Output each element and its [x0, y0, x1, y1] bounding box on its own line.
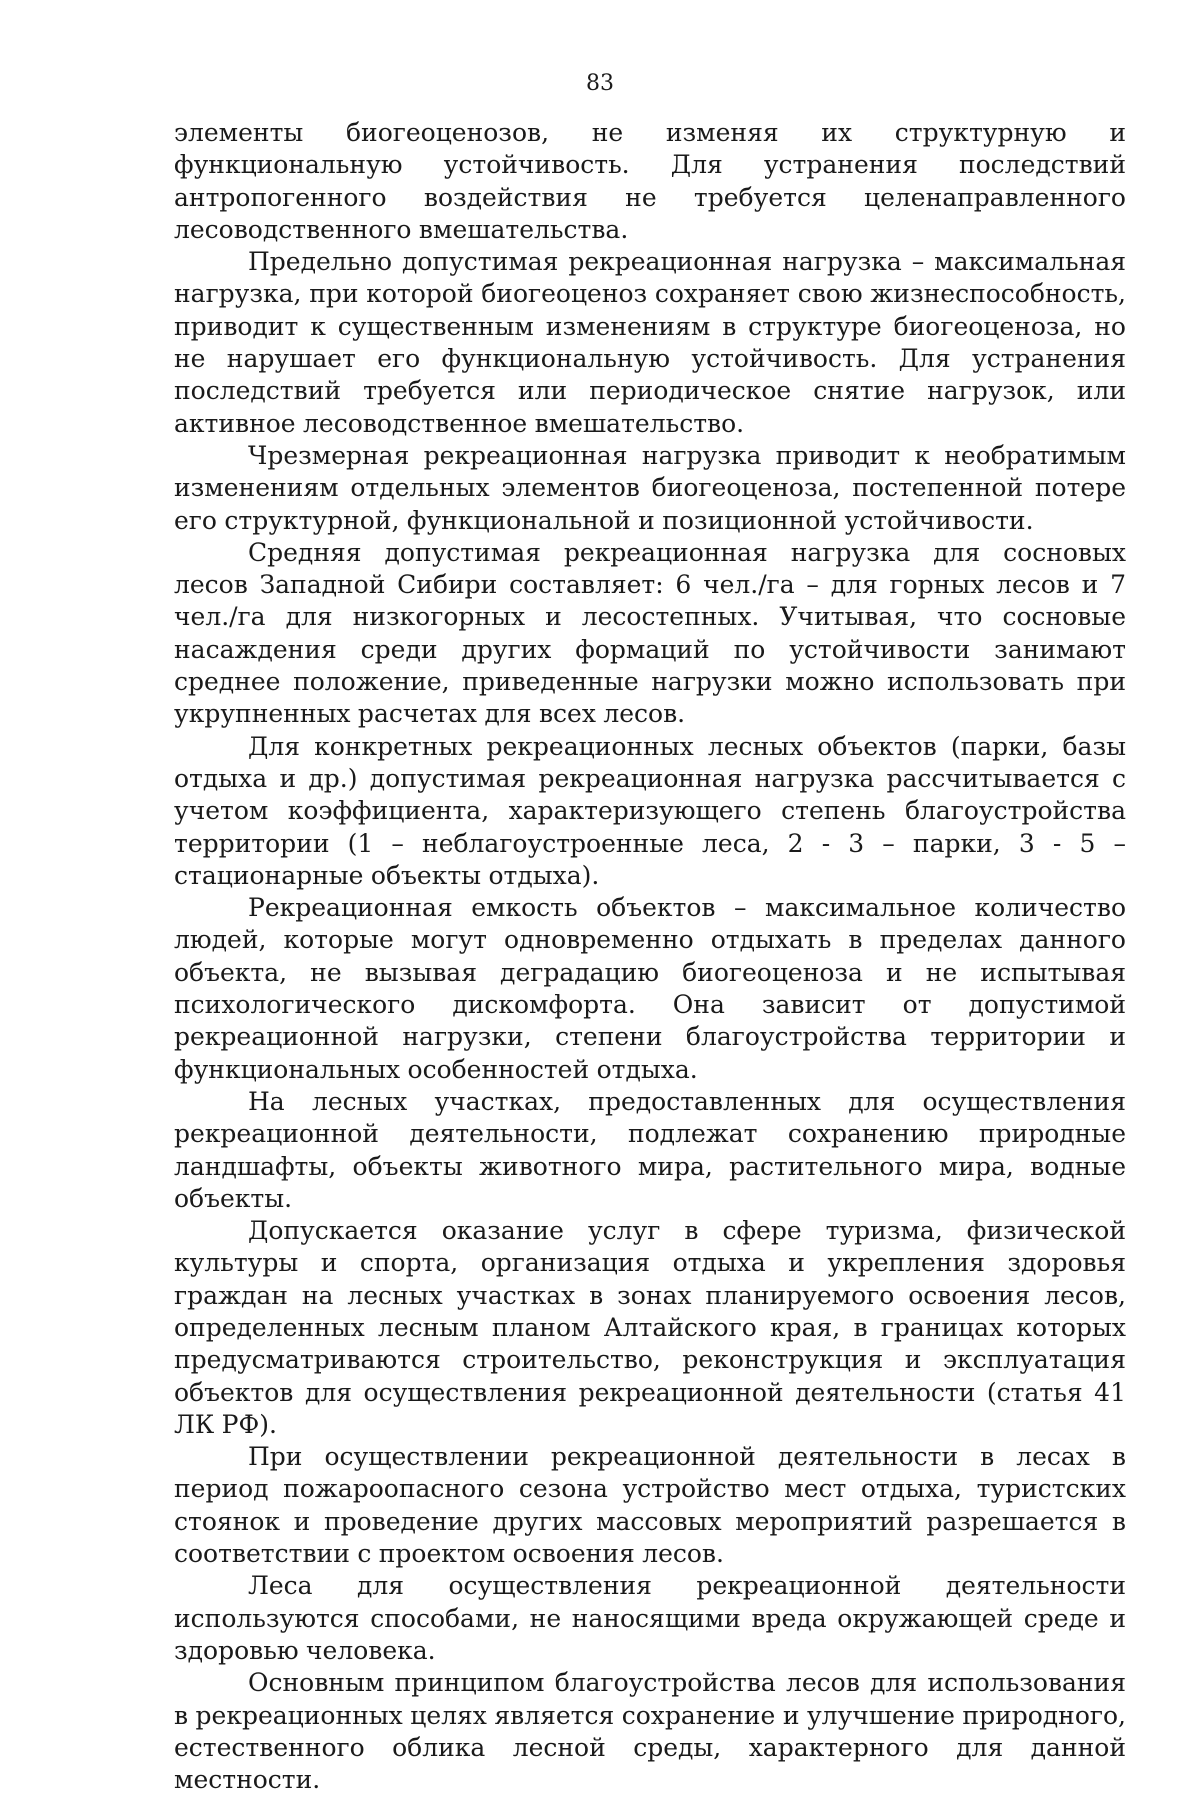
paragraph-usage-methods: Леса для осуществления рекреационной деятельности используются способами, не наносящими вреда окружающей среде и здоровью человека.	[174, 1571, 1126, 1665]
page-number: 83	[586, 71, 614, 96]
paragraph-preservation: На лесных участках, предоставленных для осуществления рекреационной деятельности, подлежат сохранению природные ландшафты, объекты животного мира, растительного мира, водные объекты.	[174, 1086, 1126, 1213]
paragraph-continuation: элементы биогеоценозов, не изменяя их структурную и функциональную устойчивость. Для устранения последствий антропогенного воздействия не требуется целенаправленного лесоводственного вмешательства.	[174, 118, 1126, 244]
paragraph-average-load: Средняя допустимая рекреационная нагрузка для сосновых лесов Западной Сибири составляет: 6 чел./га – для горных лесов и 7 чел./га для низкогорных и лесостепных. Учитывая, что сосновые насаждения среди других формаций по устойчивости занимают среднее положение, приведенные нагрузки можно использовать при укрупненных расчетах для всех лесов.	[174, 537, 1126, 729]
paragraph-specific-objects: Для конкретных рекреационных лесных объектов (парки, базы отдыха и др.) допустимая рекреационная нагрузка рассчитывается с учетом коэффициента, характеризующего степень благоустройства территории (1 – неблагоустроенные леса, 2 - 3 – парки, 3 - 5 – стационарные объекты отдыха).	[174, 731, 1126, 890]
paragraph-excessive-load: Чрезмерная рекреационная нагрузка приводит к необратимым изменениям отдельных элементов биогеоценоза, постепенной потере его структурной, функциональной и позиционной устойчивости.	[174, 440, 1126, 535]
paragraph-fire-season: При осуществлении рекреационной деятельности в лесах в период пожароопасного сезона устройство мест отдыха, туристских стоянок и проведение других массовых мероприятий разрешается в соответствии с проектом освоения лесов.	[174, 1442, 1126, 1569]
paragraph-main-principle: Основным принципом благоустройства лесов для использования в рекреационных целях является сохранение и улучшение природного, естественного облика лесной среды, характерного для данной местности.	[174, 1668, 1126, 1795]
paragraph-recreational-capacity: Рекреационная емкость объектов – максимальное количество людей, которые могут одновременно отдыхать в пределах данного объекта, не вызывая деградацию биогеоценоза и не испытывая психологического дискомфорта. Она зависит от допустимой рекреационной нагрузки, степени благоустройства территории и функциональных особенностей отдыха.	[174, 893, 1126, 1084]
paragraph-services-allowed: Допускается оказание услуг в сфере туризма, физической культуры и спорта, организация отдыха и укрепления здоровья граждан на лесных участках в зонах планируемого освоения лесов, определенных лесным планом Алтайского края, в границах которых предусматриваются строительство, реконструкция и эксплуатация объектов для осуществления рекреационной деятельности (статья 41 ЛК РФ).	[174, 1216, 1126, 1439]
page-body	[174, 117, 1126, 1796]
paragraph-max-permissible-load: Предельно допустимая рекреационная нагрузка – максимальная нагрузка, при которой биогеоценоз сохраняет свою жизнеспособность, приводит к существенным изменениям в структуре биогеоценоза, но не нарушает его функциональную устойчивость. Для устранения последствий требуется или периодическое снятие нагрузок, или активное лесоводственное вмешательство.	[174, 247, 1126, 438]
